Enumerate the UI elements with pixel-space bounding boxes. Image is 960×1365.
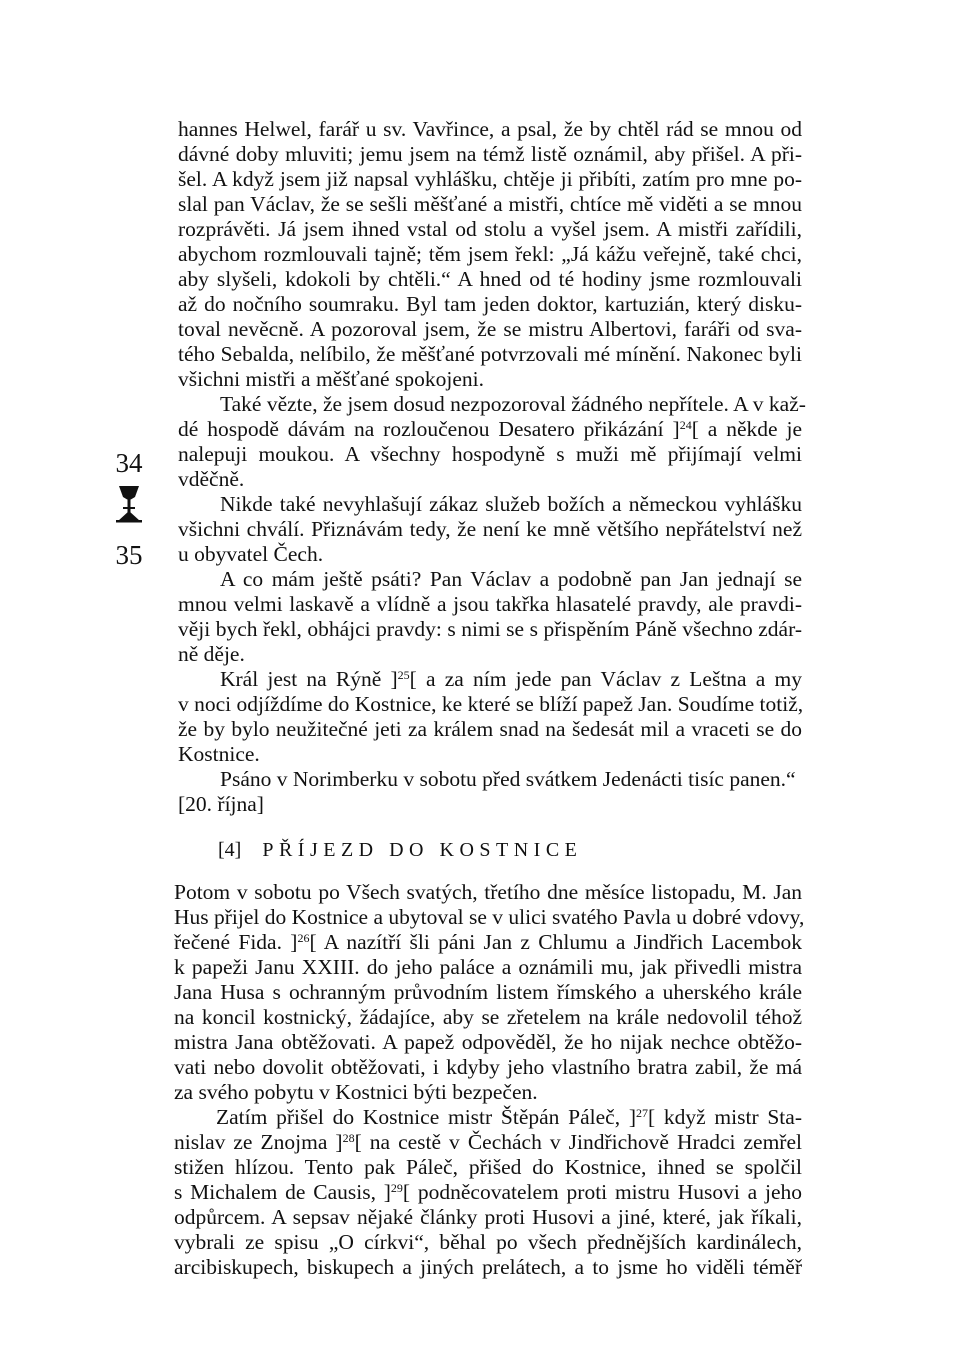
section-title: PŘÍJEZD DO KOSTNICE	[262, 839, 583, 861]
margin-page-number-top: 34	[115, 448, 143, 478]
chalice-icon	[114, 485, 144, 523]
text-line: na koncil kostnický, žádajíce, aby se zřetelem na krále nedovolil téhož	[174, 1005, 802, 1029]
text-line: dé hospodě dávám na rozloučenou Desatero přikázání ]$^{24}$[ a někde je	[178, 417, 802, 441]
text-line: s Michalem de Causis, ]$^{29}$[ podněcovatelem proti mistru Husovi a jeho	[174, 1180, 802, 1204]
text-line: dávné doby mluviti; jemu jsem na témž listě oznámil, aby přišel. A při-	[178, 142, 802, 166]
text-line: hannes Helwel, farář u sv. Vavřince, a psal, že by chtěl rád se mnou od	[178, 117, 802, 141]
text-line: rozprávěti. Já jsem ihned vstal od stolu a vyšel jsem. A mistři zařídili,	[178, 217, 802, 241]
text-line: vděčně.	[178, 467, 245, 491]
text-line: toval nevěcně. A pozoroval jsem, že se mistru Albertovi, faráři od sva-	[178, 317, 802, 341]
text-line: tého Sebalda, nelíbilo, že měšťané potvrzovali mé mínění. Nakonec byli	[178, 342, 802, 366]
text-line: že by bylo neužitečné jeti za králem snad na šedesát mil a vraceti se do	[178, 717, 802, 741]
text-line: všichni chválí. Přiznávám tedy, že není ke mně většího nepřátelství než	[178, 517, 802, 541]
text-line: u obyvatel Čech.	[178, 542, 324, 566]
text-line: nislav ze Znojma ]$^{28}$[ na cestě v Čechách v Jindřichově Hradci zemřel	[174, 1130, 802, 1154]
text-line: mnou velmi laskavě a vlídně a jsou takřka hlasatelé pravdy, ale pravdi-	[178, 592, 802, 616]
footnote-ref: 27	[636, 1106, 648, 1120]
text-line: vati nebo dovolit obtěžovati, i kdyby jeho vlastního bratra zabil, že má	[174, 1055, 802, 1079]
text-line: v noci odjíždíme do Kostnice, ke které se blíží papež Jan. Soudíme totiž,	[178, 692, 804, 716]
text-line: Jana Husa s ochranným průvodním listem římského a uherského krále	[174, 980, 802, 1004]
text-line: za svého pobytu v Kostnici býti bezpečen.	[174, 1080, 538, 1104]
text-line: Potom v sobotu po Všech svatých, třetího dne měsíce listopadu, M. Jan	[174, 880, 802, 904]
footnote-ref: 29	[390, 1181, 403, 1195]
footnote-ref: 26	[297, 931, 310, 945]
text-line: k papeži Janu XXIII. do jeho paláce a oznámili mu, jak přivedli mistra	[174, 955, 802, 979]
text-line: věji bych řekl, obhájci pravdy: s nimi se s přispěním Páně všechno zdár-	[178, 617, 802, 641]
footnote-ref: 25	[397, 668, 410, 682]
text-line: [20. října]	[178, 792, 264, 816]
text-line: arcibiskupech, biskupech a jiných prelátech, a to jsme ho viděli téměř	[174, 1255, 802, 1279]
section-number: [4]	[218, 839, 242, 861]
footnote-ref: 24	[679, 418, 692, 432]
text-line: odpůrcem. A sepsav nějaké články proti Husovi a jiné, které, jak říkali,	[174, 1205, 802, 1229]
text-line: Král jest na Rýně ]$^{25}$[ a za ním jede pan Václav z Leštna a my	[220, 667, 802, 691]
section-heading	[218, 838, 618, 863]
text-line: řečené Fida. ]$^{26}$[ A nazítří šli páni Jan z Chlumu a Jindřich Lacembok	[174, 930, 802, 954]
text-line: ně děje.	[178, 642, 245, 666]
text-line: všichni mistři a měšťané spokojeni.	[178, 367, 484, 391]
text-line: vybrali ze spisu „O církvi“, běhal po všech přednějších kardinálech,	[174, 1230, 802, 1254]
text-line: abychom rozmlouvali tajně; těm jsem řekl: „Já kážu veřejně, také chci,	[178, 242, 802, 266]
text-line: Hus přijel do Kostnice a ubytoval se v ulici svatého Pavla u dobré vdovy,	[174, 905, 805, 929]
footnote-ref: 28	[342, 1131, 355, 1145]
margin-page-number-bottom: 35	[115, 540, 143, 570]
text-line: Kostnice.	[178, 742, 260, 766]
text-line: aby slyšeli, kdokoli by chtěli.“ A hned od té hodiny jsme rozmlouvali	[178, 267, 802, 291]
text-line: stižen hlízou. Tento pak Páleč, přišed do Kostnice, ihned se spolčil	[174, 1155, 802, 1179]
text-line: A co mám ještě psáti? Pan Václav a podobně pan Jan jednají se	[220, 567, 802, 591]
text-line: až do nočního soumraku. Byl tam jeden doktor, kartuzián, který disku-	[178, 292, 802, 316]
text-line: Nikde také nevyhlašují zákaz služeb božích a německou vyhlášku	[220, 492, 802, 516]
text-line: mistra Jana obtěžovati. A papež odpověděl, že ho nijak nechce obtěžo-	[174, 1030, 802, 1054]
text-line: Psáno v Norimberku v sobotu před svátkem Jedenácti tisíc panen.“	[220, 767, 796, 791]
text-line: Také vězte, že jsem dosud nezpozoroval žádného nepřítele. A v kaž-	[220, 392, 806, 416]
text-line: nalepuji moukou. A všechny hospodyně s muži mě přijímají velmi	[178, 442, 802, 466]
text-line: šel. A když jsem již napsal vyhlášku, chtěje ji přibíti, zatím pro mne po-	[178, 167, 802, 191]
text-line: slal pan Václav, že se sešli měšťané a mistři, chtíce mě viděti a se mnou	[178, 192, 802, 216]
text-line: Zatím přišel do Kostnice mistr Štěpán Páleč, ]$^{27}$[ když mistr Sta-	[216, 1105, 802, 1129]
